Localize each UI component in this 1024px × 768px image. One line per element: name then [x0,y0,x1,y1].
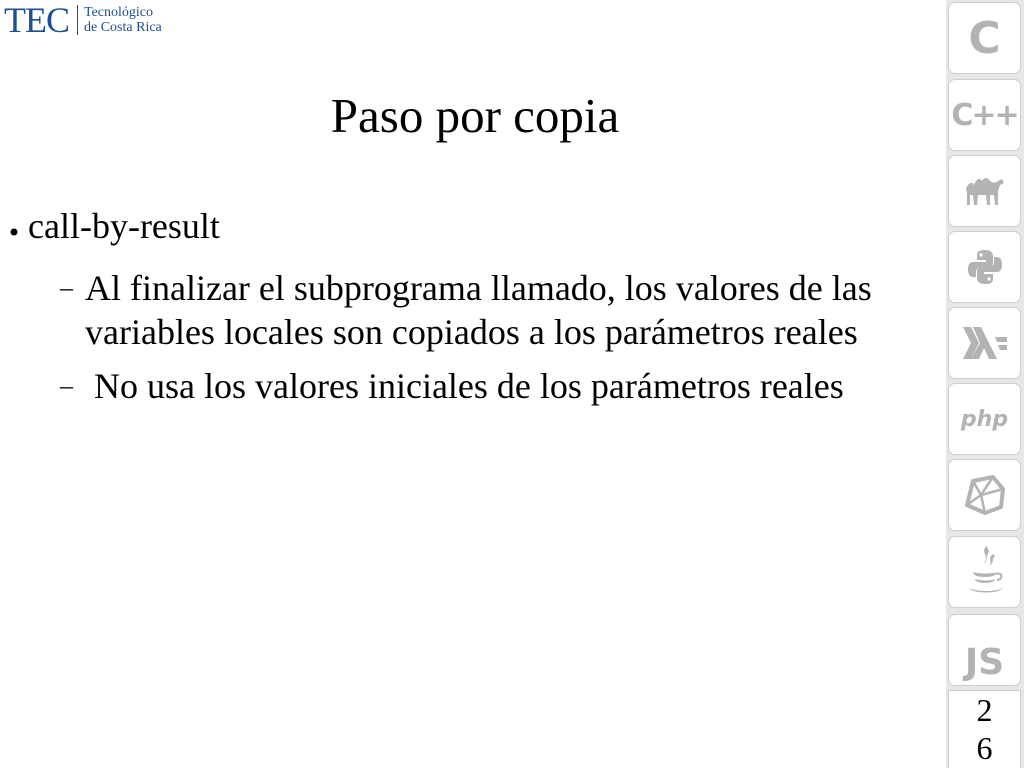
bullet-item [10,204,940,248]
bullet-dot-icon [10,204,20,254]
tile-javascript [948,614,1021,686]
slide-title: Paso por copia [330,88,620,143]
slide-content [10,204,940,408]
js-icon: JS [964,641,1005,683]
logo-institution-name [84,5,162,35]
ruby-gem-icon [963,475,1007,515]
camel-perl-icon [962,171,1008,211]
tile-haskell [948,307,1021,379]
tec-logo [4,0,162,40]
cpp-icon: C++ [951,97,1018,133]
haskell-icon [961,325,1009,361]
sub-point-text: No usa los valores iniciales de los parámetros reales [85,366,844,406]
page-number-digit-2: 6 [976,730,993,766]
sub-point [10,364,940,408]
page-number-digit-1: 2 [976,692,993,728]
bullet-text: call-by-result [28,206,220,246]
logo-name-line1: Tecnológico [84,5,153,20]
sub-point-text: Al finalizar el subprograma llamado, los valores de las variables locales son copiados a los parámetros reales [85,268,872,352]
python-icon [965,247,1005,287]
tile-python [948,231,1021,303]
logo-mark: TEC [4,0,69,40]
tile-cpp [948,79,1021,151]
tile-java [948,536,1021,608]
tile-perl [948,155,1021,227]
java-cup-icon [963,544,1007,600]
c-icon: C [968,12,1001,64]
tile-php [948,383,1021,455]
dash-icon: – [60,371,73,400]
logo-divider [77,5,78,35]
page-number [948,690,1021,768]
dash-icon: – [60,273,73,302]
sub-point [10,266,940,354]
tile-c [948,2,1021,74]
php-icon: php [960,406,1009,432]
tile-ruby [948,459,1021,531]
logo-name-line2: de Costa Rica [84,20,162,35]
